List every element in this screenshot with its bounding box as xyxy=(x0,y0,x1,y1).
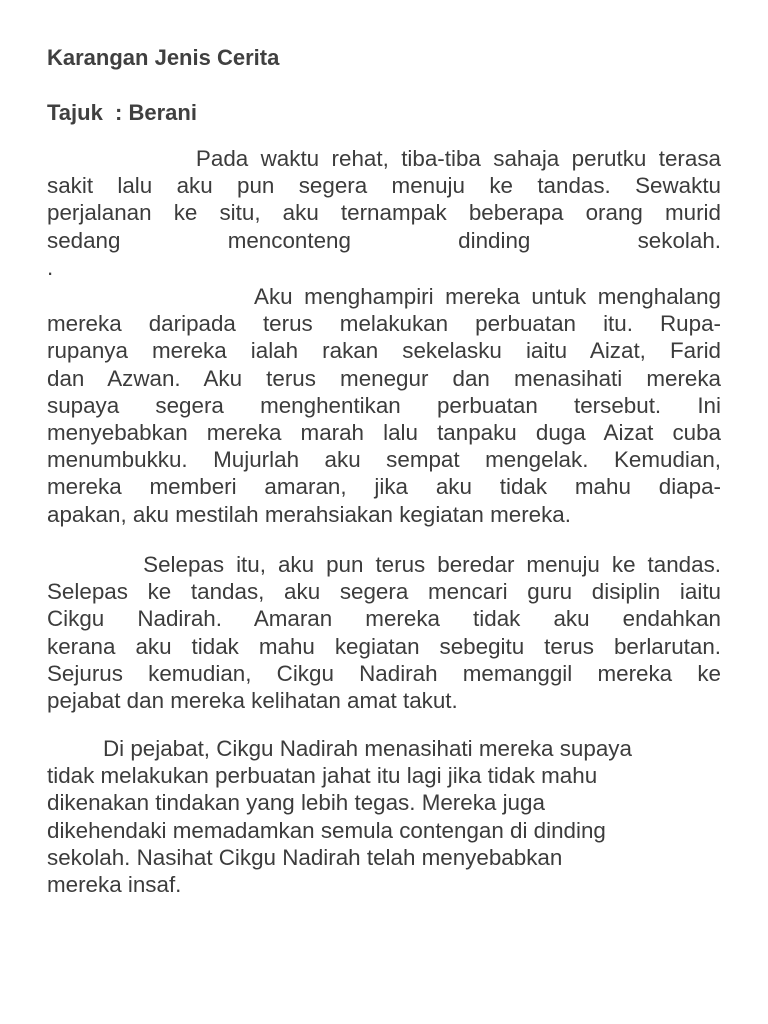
paragraph-line: mereka insaf. xyxy=(47,871,182,897)
paragraph-line: pejabat dan mereka kelihatan amat takut. xyxy=(47,687,458,713)
paragraph-line: menyebabkan mereka marah lalu tanpaku duga Aizat cuba xyxy=(47,419,721,445)
paragraph-2 xyxy=(47,283,721,528)
paragraph-3 xyxy=(47,551,721,714)
paragraph-line: perjalanan ke situ, aku ternampak beberapa orang murid xyxy=(47,200,721,226)
paragraph-line: Selepas itu, aku pun terus beredar menuju ke tandas. xyxy=(47,552,721,577)
paragraph-line: tidak melakukan perbuatan jahat itu lagi jika tidak mahu xyxy=(47,763,598,789)
paragraph-line: dikehendaki memadamkan semula contengan di dinding xyxy=(47,817,606,843)
paragraph-4 xyxy=(47,735,721,898)
paragraph-line: Aku menghampiri mereka untuk menghalang xyxy=(47,284,721,309)
paragraph-1 xyxy=(47,145,721,281)
paragraph-line: Pada waktu rehat, tiba-tiba sahaja perutku terasa xyxy=(47,146,721,171)
paragraph-line: sakit lalu aku pun segera menuju ke tandas. Sewaktu xyxy=(47,173,721,199)
paragraph-line: apakan, aku mestilah merahsiakan kegiatan mereka. xyxy=(47,501,571,527)
paragraph-line: sekolah. Nasihat Cikgu Nadirah telah menyebabkan xyxy=(47,844,563,870)
document-title: Karangan Jenis Cerita xyxy=(47,45,280,70)
paragraph-line: menumbukku. Mujurlah aku sempat mengelak. Kemudian, xyxy=(47,447,721,473)
paragraph-line: kerana aku tidak mahu kegiatan sebegitu terus berlarutan. xyxy=(47,633,721,659)
paragraph-line: Cikgu Nadirah. Amaran mereka tidak aku endahkan xyxy=(47,606,721,632)
paragraph-line: dan Azwan. Aku terus menegur dan menasihati mereka xyxy=(47,365,721,391)
paragraph-line: rupanya mereka ialah rakan sekelasku iaitu Aizat, Farid xyxy=(47,338,721,364)
paragraph-line: dikenakan tindakan yang lebih tegas. Mereka juga xyxy=(47,790,545,816)
paragraph-line: mereka memberi amaran, jika aku tidak mahu diapa- xyxy=(47,474,721,500)
paragraph-line: Di pejabat, Cikgu Nadirah menasihati mereka supaya xyxy=(47,736,632,761)
document-subtitle: Tajuk : Berani xyxy=(47,100,197,125)
paragraph-line: mereka daripada terus melakukan perbuatan itu. Rupa- xyxy=(47,311,721,337)
paragraph-line: Selepas ke tandas, aku segera mencari guru disiplin iaitu xyxy=(47,579,721,605)
paragraph-line: supaya segera menghentikan perbuatan tersebut. Ini xyxy=(47,392,721,418)
paragraph-line: Sejurus kemudian, Cikgu Nadirah memanggil mereka ke xyxy=(47,660,721,686)
paragraph-line: sedang menconteng dinding sekolah. xyxy=(47,227,721,253)
paragraph-line: . xyxy=(47,254,54,280)
